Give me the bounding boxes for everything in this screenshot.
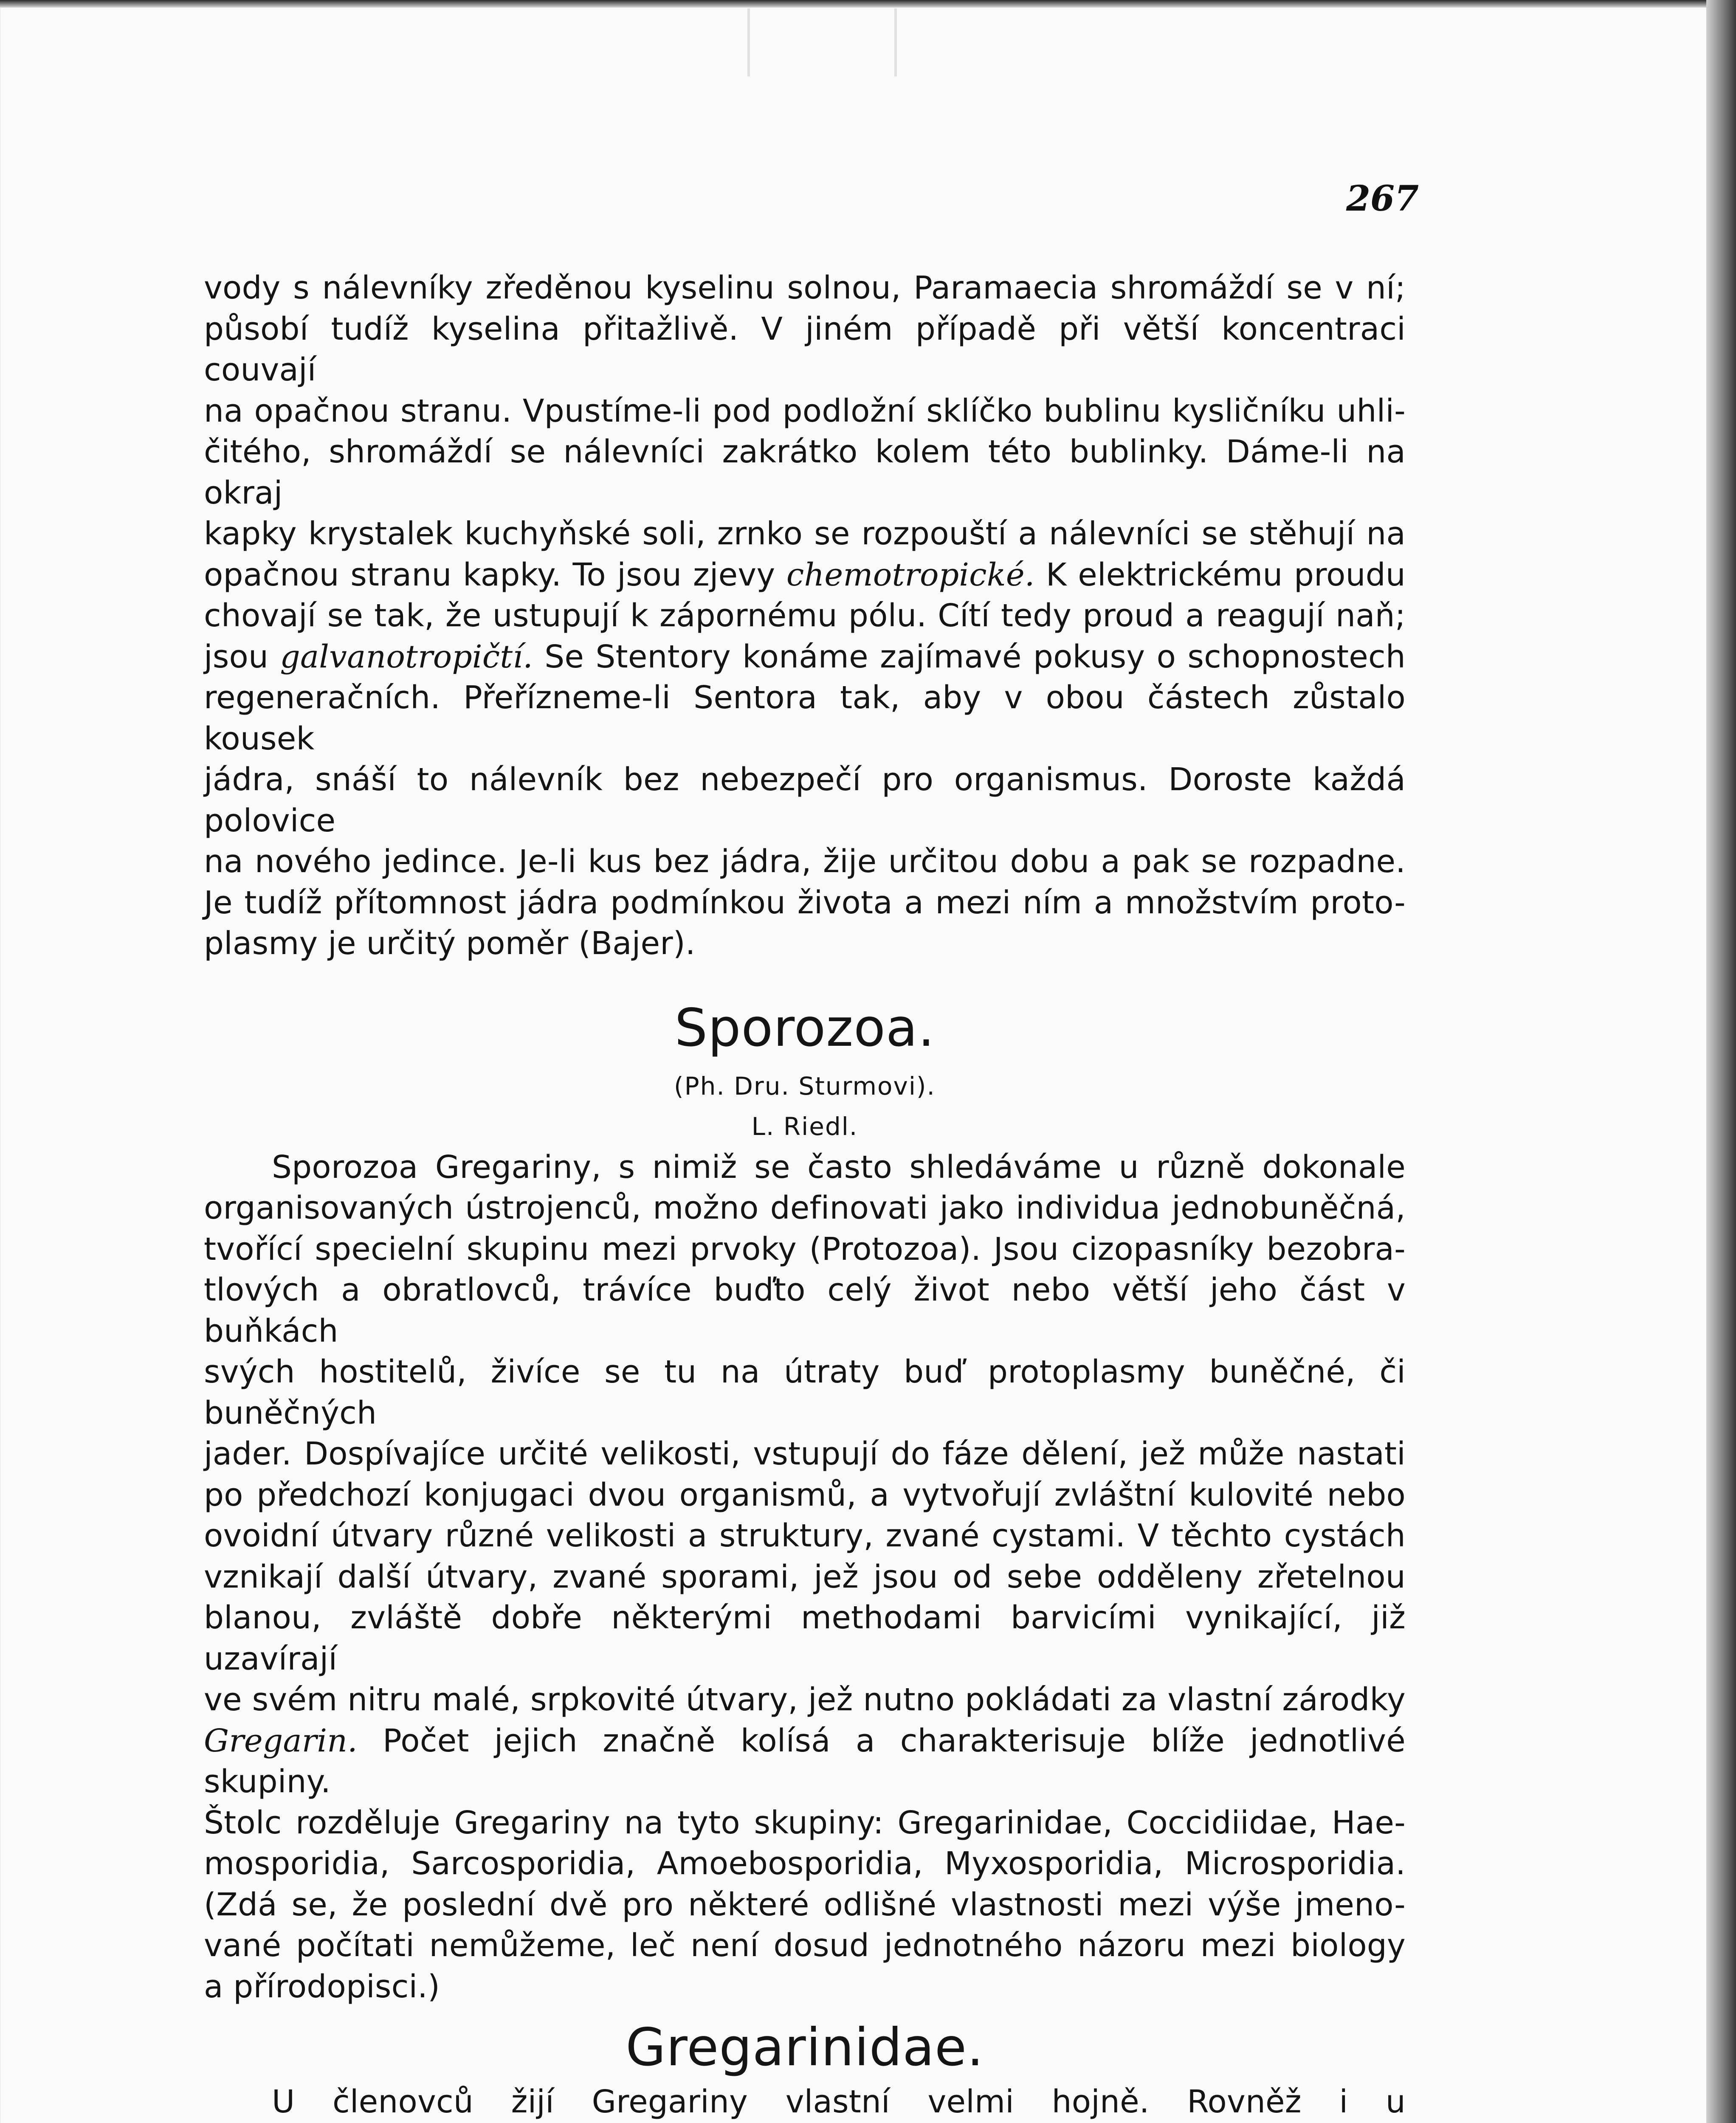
italic-term: Gregarin.: [204, 1722, 358, 1759]
text-line: kapky krystalek kuchyňské soli, zrnko se rozpouští a nálevníci se stěhují na: [204, 515, 1406, 552]
text-line: vznikají další útvary, zvané sporami, jež jsou od sebe odděleny zřetelnou: [204, 1558, 1406, 1595]
text-line: čitého, shromáždí se nálevníci zakrátko kolem této bublinky. Dáme-li na okraj: [204, 434, 1406, 511]
text-run: Počet jejich značně kolísá a charakterisuje blíže jednotlivé skupiny.: [204, 1722, 1406, 1800]
italic-term: galvanotropičtí.: [280, 638, 533, 675]
page-number: 267: [1346, 178, 1419, 219]
text-line: svých hostitelů, živíce se tu na útraty buď protoplasmy buněčné, či buněčných: [204, 1354, 1406, 1431]
text-line: tvořící specielní skupinu mezi prvoky (Protozoa). Jsou cizopasníky bezobra-: [204, 1230, 1406, 1267]
text-run: jsou: [204, 638, 280, 675]
scan-edge-right: [1706, 0, 1736, 2123]
author: L. Riedl.: [751, 1112, 858, 1141]
text-line: Sporozoa Gregariny, s nimiž se často shledáváme u různě dokonale: [272, 1149, 1406, 1185]
text-line: U členovců žijí Gregariny vlastní velmi hojně. Rovněž i u: [272, 2084, 1406, 2120]
page-content: [204, 267, 1406, 2123]
text-line: chovají se tak, že ustupují k zápornému pólu. Cítí tedy proud a reagují naň;: [204, 597, 1406, 634]
text-line: jader. Dospívajíce určité velikosti, vstupují do fáze dělení, jež může nastati: [204, 1436, 1406, 1472]
text-line: [204, 1720, 1406, 1802]
text-line: organisovaných ústrojenců, možno definovati jako individua jednobuněčná,: [204, 1190, 1406, 1226]
text-line: [204, 636, 1406, 678]
section-heading-gregarinidae: Gregarinidae.: [626, 2017, 984, 2078]
text-line: ovoidní útvary různé velikosti a struktury, zvané cystami. V těchto cystách: [204, 1518, 1406, 1554]
text-line: po předchozí konjugaci dvou organismů, a vytvořují zvláštní kulovité nebo: [204, 1476, 1406, 1513]
text-line: (Zdá se, že poslední dvě pro některé odlišné vlastnosti mezi výše jmeno-: [204, 1886, 1406, 1923]
dedication: (Ph. Dru. Sturmovi).: [674, 1071, 936, 1101]
text-line: plasmy je určitý poměr (Bajer).: [204, 925, 696, 962]
text-line: tlových a obratlovců, trávíce buďto celý život nebo větší jeho část v buňkách: [204, 1272, 1406, 1349]
paragraph-infusoria: [204, 267, 1406, 964]
paragraph-gregarinidae: [204, 2081, 1406, 2123]
text-line: na opačnou stranu. Vpustíme-li pod podložní sklíčko bublinu kysličníku uhli-: [204, 392, 1406, 429]
text-run: Se Stentory konáme zajímavé pokusy o schopnostech: [533, 638, 1406, 675]
scan-edge-top: [0, 0, 1736, 8]
italic-term: chemotropické.: [786, 556, 1035, 593]
scan-artifact: [747, 8, 897, 76]
text-line: na nového jedince. Je-li kus bez jádra, žije určitou dobu a pak se rozpadne.: [204, 843, 1406, 880]
text-line: [204, 555, 1406, 596]
text-line: Štolc rozděluje Gregariny na tyto skupiny: Gregarinidae, Coccidiidae, Hae-: [204, 1804, 1406, 1841]
text-run: opačnou stranu kapky. To jsou zjevy: [204, 556, 786, 593]
text-line: působí tudíž kyselina přitažlivě. V jiném případě při větší koncentraci couvají: [204, 310, 1406, 388]
text-line: blanou, zvláště dobře některými methodami barvicími vynikající, již uzavírají: [204, 1599, 1406, 1677]
section-heading-sporozoa: Sporozoa.: [674, 997, 935, 1058]
text-line: vody s nálevníky zředěnou kyselinu solnou, Paramaecia shromáždí se v ní;: [204, 270, 1406, 306]
text-line: vané počítati nemůžeme, leč není dosud jednotného názoru mezi biology: [204, 1927, 1406, 1964]
paragraph-sporozoa: [204, 1147, 1406, 2008]
text-line: jádra, snáší to nálevník bez nebezpečí pro organismus. Doroste každá polovice: [204, 761, 1406, 839]
text-line: regeneračních. Přeřízneme-li Sentora tak, aby v obou částech zůstalo kousek: [204, 679, 1406, 757]
text-line: Je tudíž přítomnost jádra podmínkou života a mezi ním a množstvím proto-: [204, 884, 1406, 921]
text-line: ve svém nitru malé, srpkovité útvary, jež nutno pokládati za vlastní zárodky: [204, 1681, 1406, 1718]
text-line: a přírodopisci.): [204, 1968, 440, 2005]
text-run: K elektrickému proudu: [1034, 556, 1406, 593]
text-line: mosporidia, Sarcosporidia, Amoebosporidia, Myxosporidia, Microsporidia.: [204, 1845, 1406, 1882]
